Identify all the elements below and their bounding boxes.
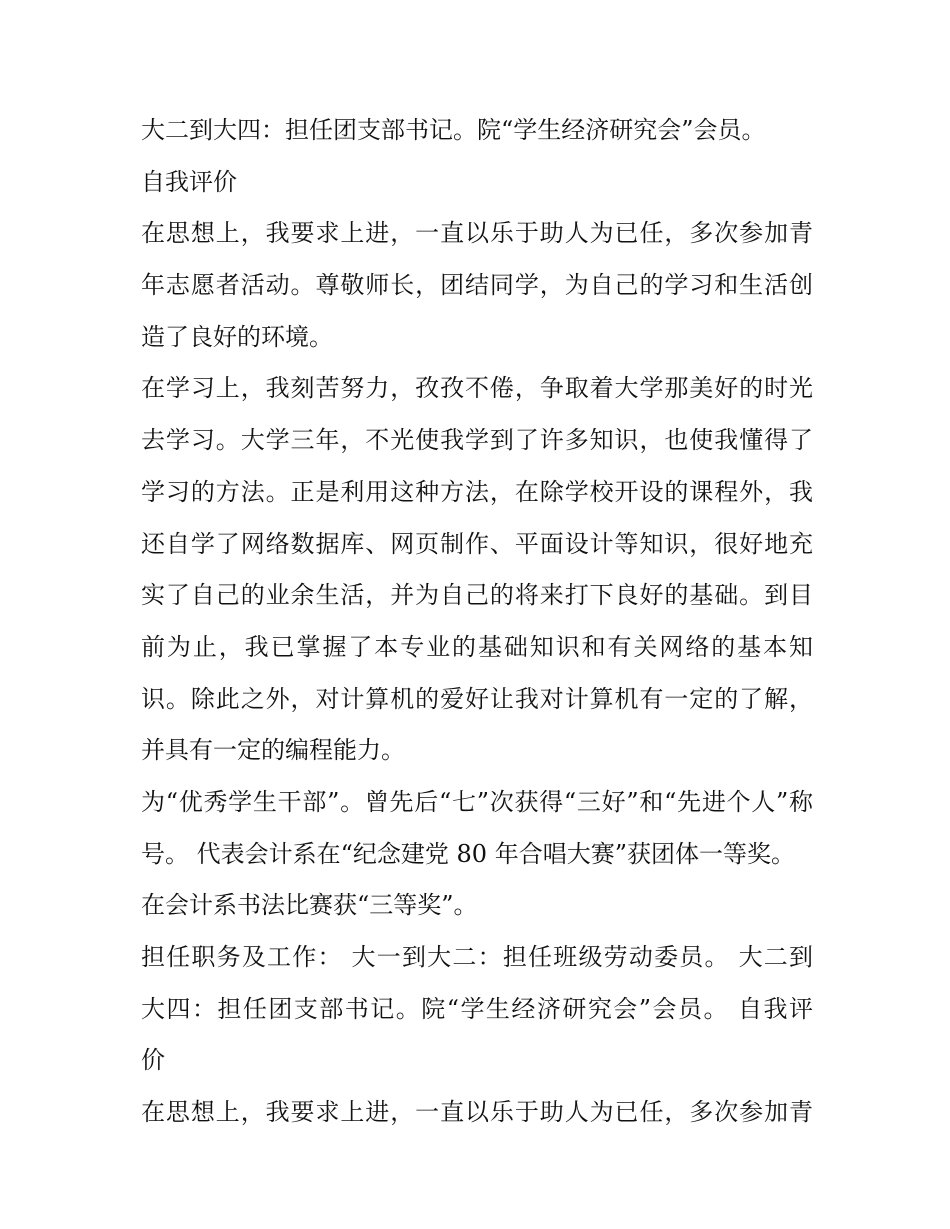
text-line-19: 价	[141, 1046, 165, 1075]
text-line-6: 在学习上，我刻苦努力，孜孜不倦，争取着大学那美好的时光	[141, 374, 813, 403]
text-line-17: 担任职务及工作： 大一到大二：担任班级劳动委员。 大二到	[141, 943, 813, 971]
text-line-18: 大四：担任团支部书记。院“学生经济研究会”会员。 自我评	[141, 994, 813, 1023]
text-line-9: 还自学了网络数据库、网页制作、平面设计等知识，很好地充	[141, 529, 813, 558]
text-line-15: 号。 代表会计系在“纪念建党 80 年合唱大赛”获团体一等奖。	[141, 839, 795, 868]
text-line-20: 在思想上，我要求上进，一直以乐于助人为已任，多次参加青	[141, 1098, 813, 1127]
text-line-16: 在会计系书法比赛获“三等奖”。	[141, 891, 478, 920]
text-line-11: 前为止，我已掌握了本专业的基础知识和有关网络的基本知	[141, 632, 813, 661]
text-line-3: 在思想上，我要求上进，一直以乐于助人为已任，多次参加青	[141, 219, 813, 248]
text-line-7: 去学习。大学三年，不光使我学到了许多知识，也使我懂得了	[141, 426, 813, 455]
text-line-8: 学习的方法。正是利用这种方法，在除学校开设的课程外，我	[141, 477, 813, 506]
text-line-10: 实了自己的业余生活，并为自己的将来打下良好的基础。到目	[141, 581, 813, 610]
section-heading-self-evaluation: 自我评价	[141, 167, 237, 196]
text-line-13: 并具有一定的编程能力。	[141, 736, 405, 765]
text-line-5: 造了良好的环境。	[141, 322, 333, 351]
text-line-14: 为“优秀学生干部”。曾先后“七”次获得“三好”和“先进个人”称	[141, 787, 813, 816]
text-line-1: 大二到大四：担任团支部书记。院“学生经济研究会”会员。	[141, 116, 766, 144]
text-line-12: 识。除此之外，对计算机的爱好让我对计算机有一定的了解，	[141, 684, 813, 713]
document-body	[141, 105, 813, 1139]
text-line-4: 年志愿者活动。尊敬师长，团结同学，为自己的学习和生活创	[141, 271, 813, 300]
